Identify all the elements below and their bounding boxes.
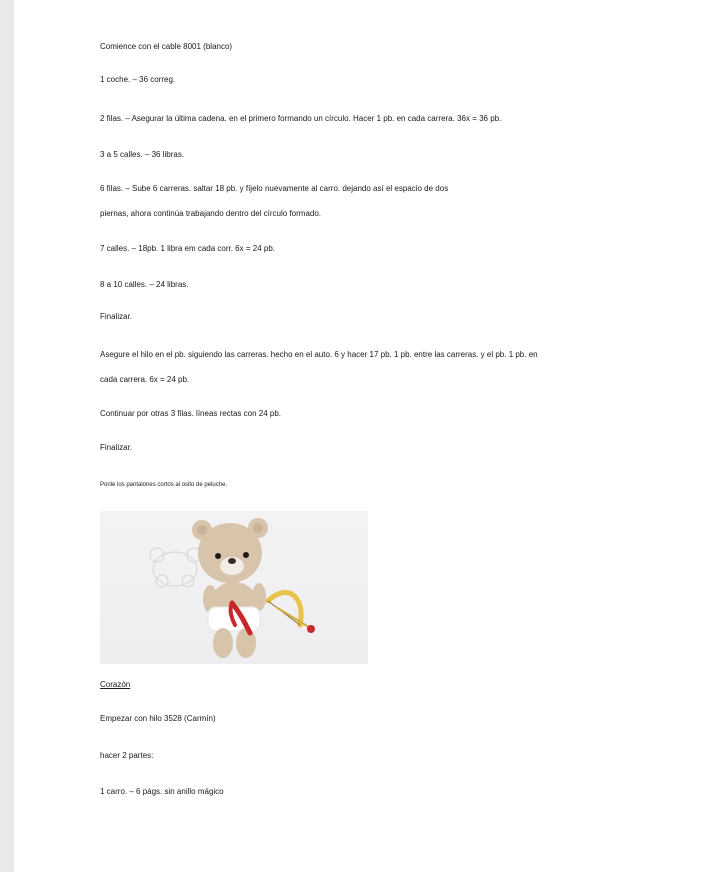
text-line: Empezar con hilo 3528 (Carmín)	[100, 714, 216, 723]
text-line: Asegure el hilo en el pb. siguiendo las carreras. hecho en el auto. 6 y hacer 17 pb. 1 pb. entre las carreras. y el pb. 1 pb. en	[100, 350, 538, 359]
text-line: 3 a 5 calles. – 36 libras.	[100, 150, 185, 159]
text-line: hacer 2 partes:	[100, 751, 154, 760]
text-line: Comience con el cable 8001 (blanco)	[100, 42, 233, 51]
section-title: Corazón	[100, 680, 131, 689]
text-line: Ponle los pantalones cortos al osito de peluche.	[100, 482, 228, 488]
text-line: Continuar por otras 3 filas. líneas rectas con 24 pb.	[100, 409, 281, 418]
text-line: 2 filas. – Asegurar la última cadena. en el primero formando un círculo. Hacer 1 pb. en cada carrera. 36x = 36 pb.	[100, 114, 502, 123]
text-line: 1 coche. – 36 correg.	[100, 75, 176, 84]
text-line: Finalizar.	[100, 312, 133, 321]
text-line: 8 a 10 calles. – 24 libras.	[100, 280, 189, 289]
text-line: Finalizar.	[100, 443, 133, 452]
text-line: cada carrera. 6x = 24 pb.	[100, 375, 190, 384]
text-line: piernas, ahora continúa trabajando dentro del círculo formado.	[100, 209, 322, 218]
document-page	[14, 0, 720, 872]
teddy-bear-illustration	[100, 511, 368, 664]
text-line: 1 carro. – 6 págs. sin anillo mágico	[100, 787, 224, 796]
teddy-bear-photo	[100, 511, 368, 664]
text-line: 7 calles. – 18pb. 1 libra em cada corr. 6x = 24 pb.	[100, 244, 275, 253]
text-line: 6 filas. – Sube 6 carreras. saltar 18 pb. y fíjelo nuevamente al carro. dejando así el espacio de dos	[100, 184, 449, 193]
